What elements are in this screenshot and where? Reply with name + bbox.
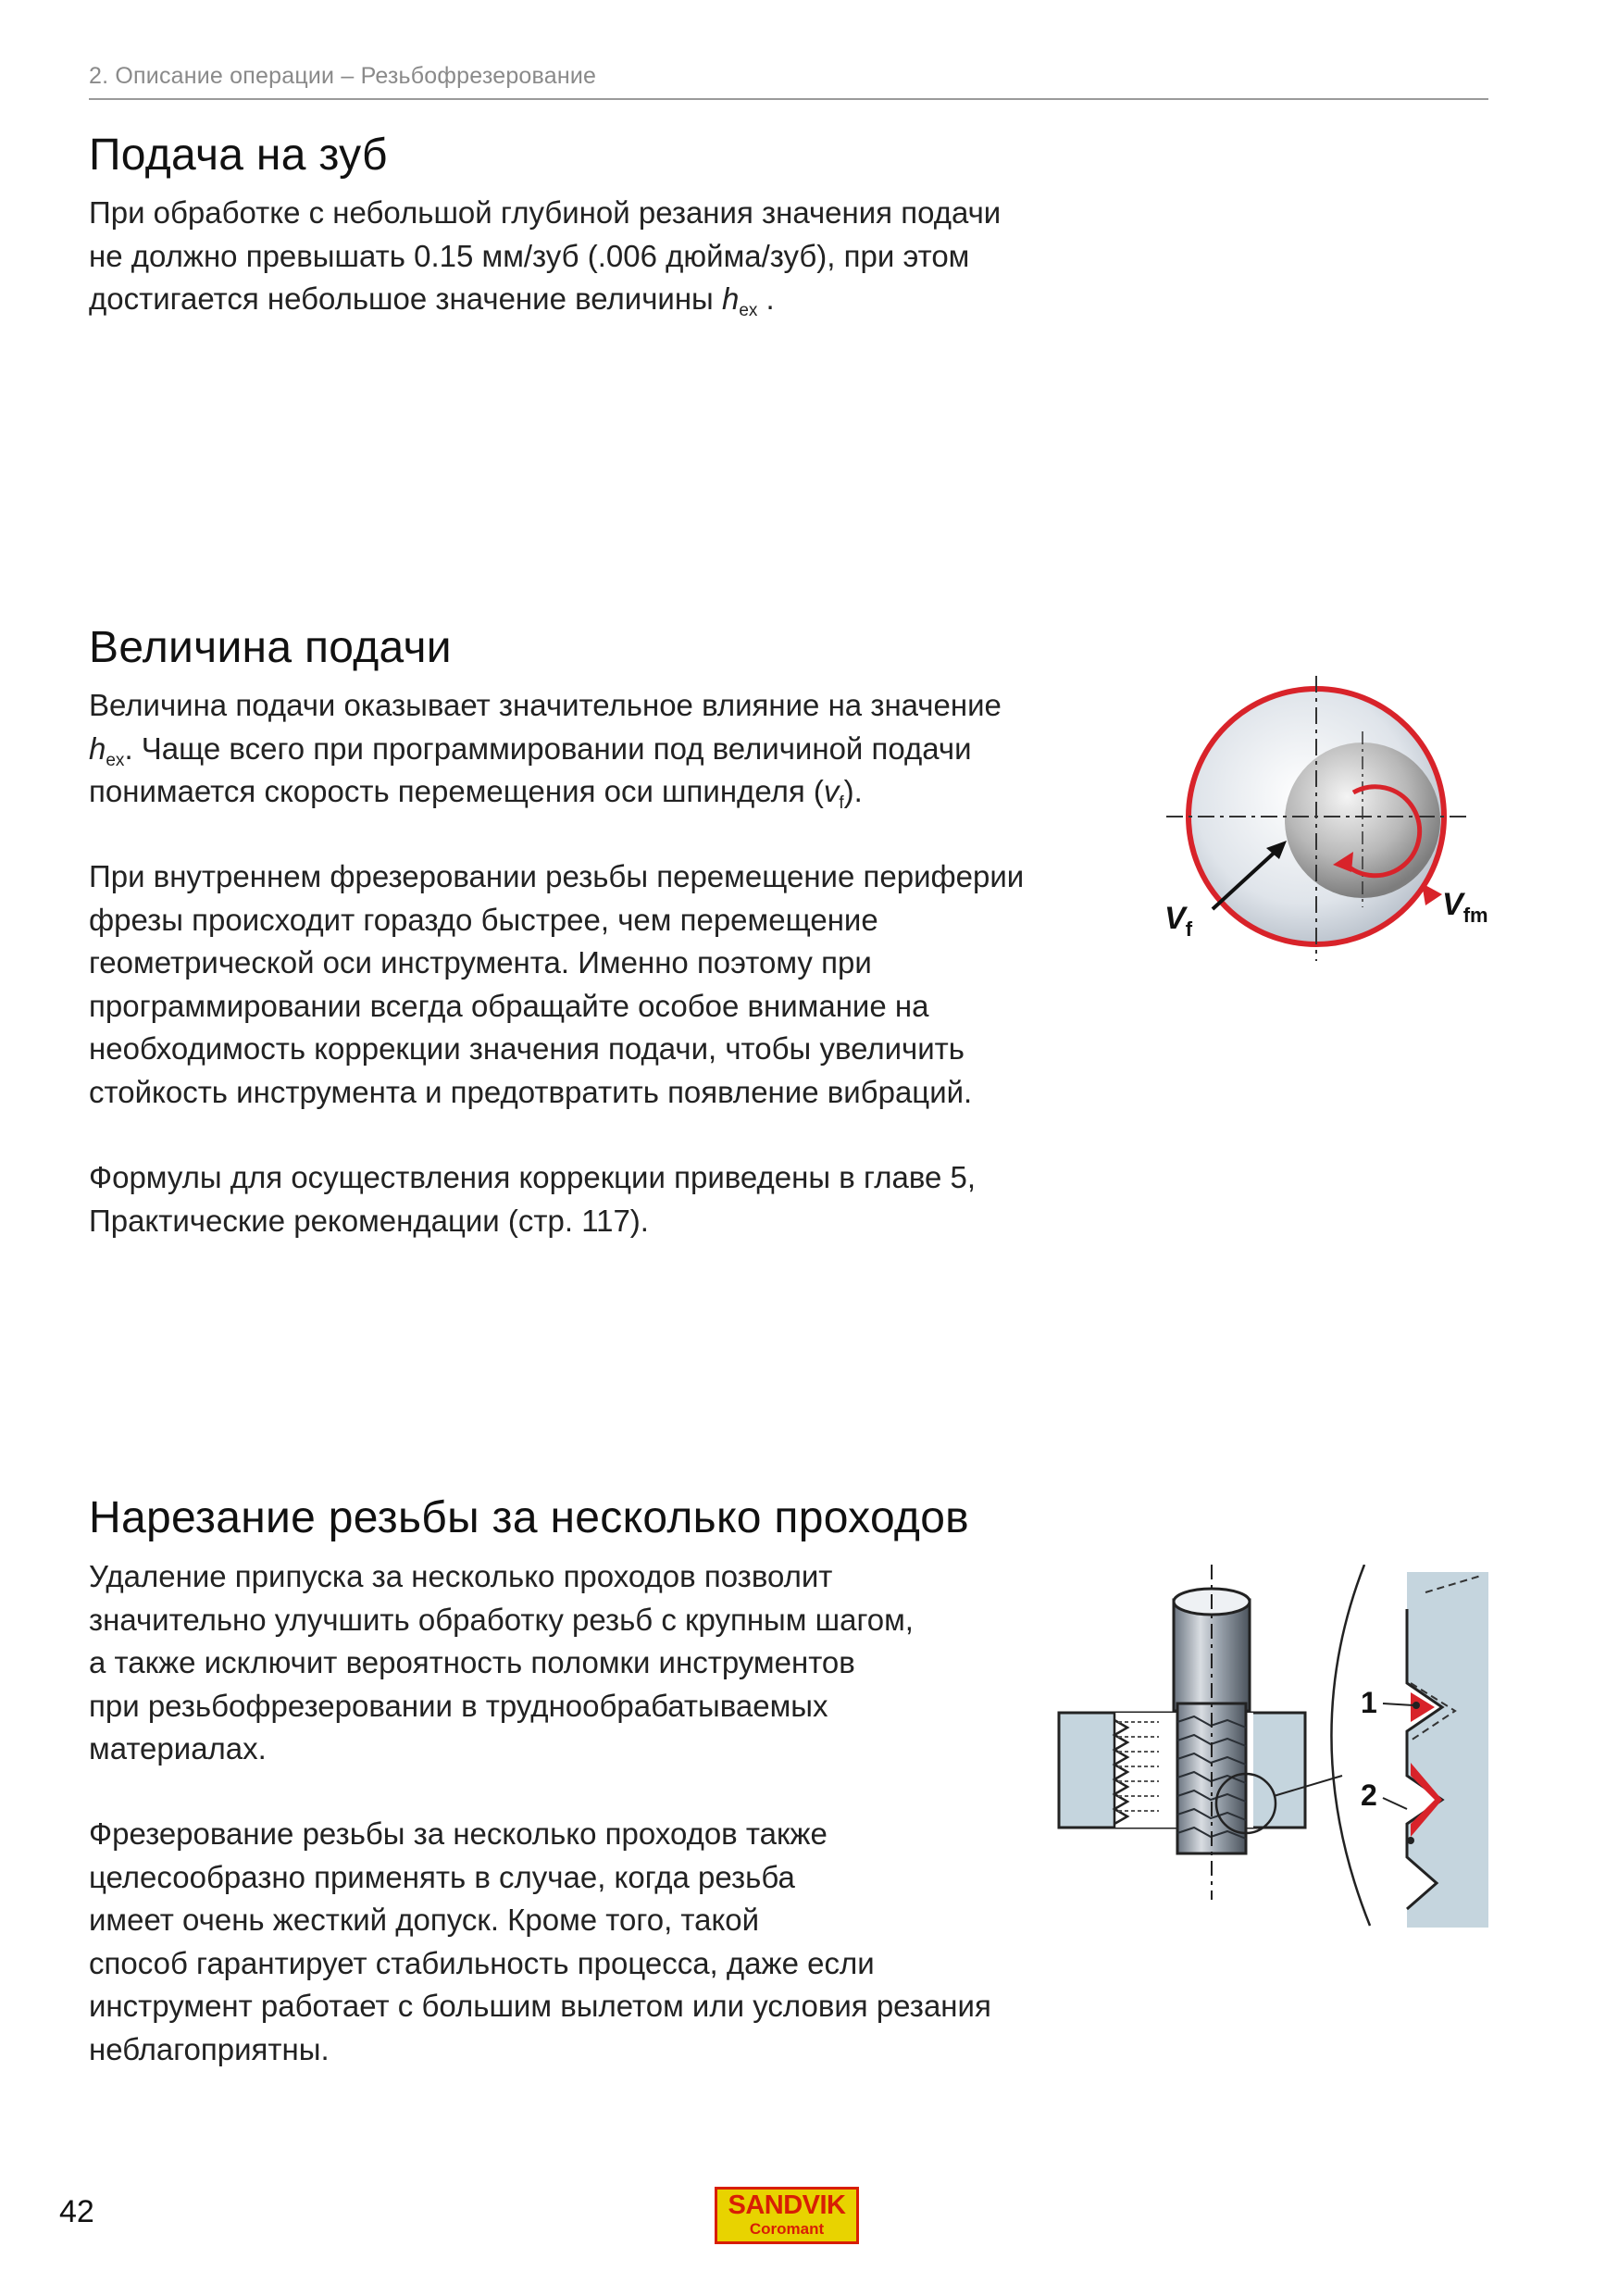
vfm-label: $V_{fm}$: [1442, 887, 1488, 927]
feed-value-paragraph-3: Формулы для осуществления коррекции приведены в главе 5, Практические рекомендации (стр. 117).: [89, 1160, 977, 1238]
feed-rate-diagram: [1148, 667, 1500, 972]
vfm-arrowhead: [1422, 883, 1442, 905]
pass-1-leader: [1383, 1703, 1414, 1705]
section-title-feed-per-tooth: Подача на зуб: [89, 131, 388, 180]
vf-label: $V_f$: [1164, 901, 1193, 941]
pass-2-leader: [1383, 1798, 1407, 1809]
pass-1-label: 1: [1361, 1686, 1377, 1719]
feed-value-paragraph-1: Величина подачи оказывает значительное влияние на значение $h_{ex}$. Чаще всего при программировании под величиной подачи понимается скорость перемещения оси шпинделя $(v_f)$.: [89, 688, 1002, 813]
header-rule: [89, 98, 1488, 100]
detail-workpiece: [1407, 1572, 1488, 1928]
section-title-multiple-passes: Нарезание резьбы за несколько проходов: [89, 1493, 969, 1542]
page-number: 42: [59, 2194, 94, 2229]
feed-value-paragraph-2: При внутреннем фрезеровании резьбы перемещение периферии фрезы происходит гораздо быстрее, чем перемещение геометрической оси инструмента. Именно поэтому при программировании всегда обращайте особое внимание на необходимость коррекции значения подачи, чтобы увеличить стойкость инструмента и предотвратить появление вибраций.: [89, 859, 1025, 1109]
pass-2-label: 2: [1361, 1778, 1377, 1812]
feed-per-tooth-paragraph: При обработке с небольшой глубиной резания значения подачи не должно превышать 0.15 мм/зуб (.006 дюйма/зуб), при этом достигается небольшое значение величины $h_{ex}$ .: [89, 195, 1002, 320]
running-header: 2. Описание операции – Резьбофрезерование: [89, 63, 597, 89]
multiple-passes-paragraph-1: Удаление припуска за несколько проходов позволит значительно улучшить обработку резьб с крупным шагом, а также исключит вероятность поломки инструментов при резьбофрезеровании в труднообрабатываемых материалах.: [89, 1559, 914, 1766]
sandvik-coromant-logo: [715, 2187, 859, 2244]
multiple-passes-paragraph-2: Фрезерование резьбы за несколько проходов также целесообразно применять в случае, когда резьба имеет очень жесткий допуск. Кроме того, такой способ гарантирует стабильность процесса, даже если инструмент работает с большим вылетом или условия резания неблагоприятны.: [89, 1816, 991, 2066]
pass-2-point: [1407, 1837, 1414, 1844]
detail-view-arc: [1331, 1565, 1370, 1926]
multi-pass-diagram: [1055, 1565, 1500, 1935]
hex-symbol: h: [721, 281, 740, 316]
section-title-feed-value: Величина подачи: [89, 623, 452, 672]
logo-main-text: SANDVIK: [728, 2190, 846, 2220]
logo-sub-text: Coromant: [749, 2220, 825, 2238]
